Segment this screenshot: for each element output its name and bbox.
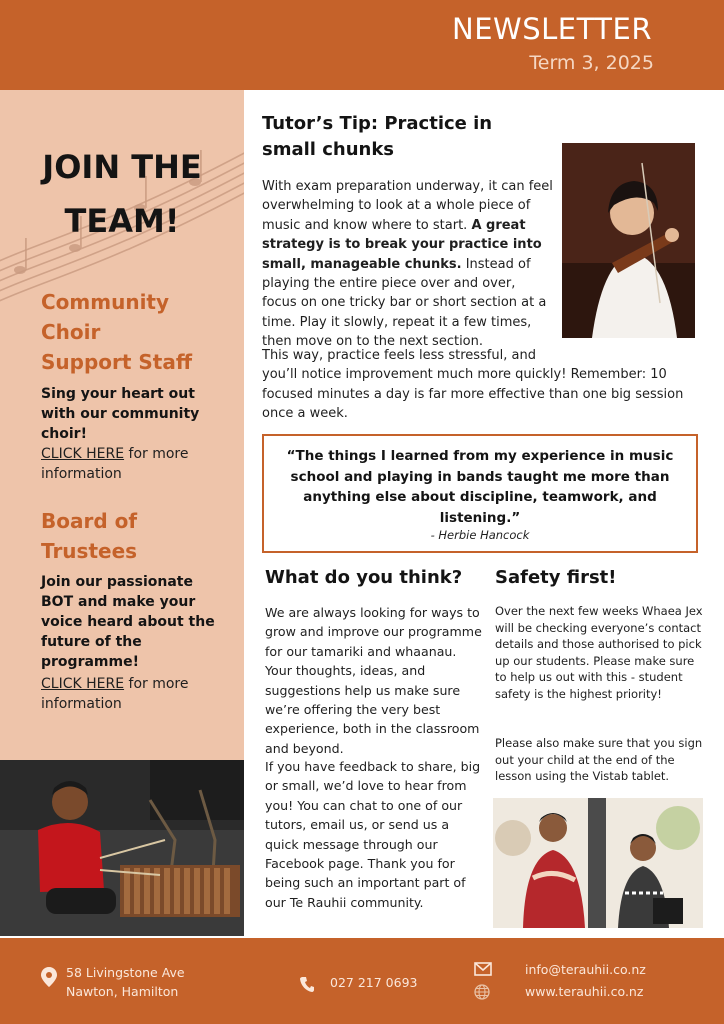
choir-link-rest: for more (124, 446, 189, 462)
xylophone-student-photo (0, 760, 244, 936)
phone-icon (300, 976, 314, 992)
board-heading-line: Board of (41, 509, 138, 533)
newsletter-title: NEWSLETTER (452, 12, 652, 46)
board-desc-line: Join our passionate (41, 574, 193, 590)
globe-icon (474, 984, 490, 1000)
choir-click-here-link[interactable]: CLICK HERE (41, 446, 125, 462)
board-link-rest: for more (124, 676, 189, 692)
violin-student-photo (562, 143, 695, 338)
quote-author: - Herbie Hancock (430, 528, 530, 542)
join-line-2: TEAM! (64, 202, 180, 240)
address-line-1: 58 Livingstone Ave (66, 965, 185, 980)
tip-text: Instead of playing the entire piece over and over, focus on one tricky bar or short section at a time. Play it slowly, repeat it a few times, then move on to the next section. (262, 256, 547, 350)
tip-bold-text: A great strategy is to break your practice into small, manageable chunks. (262, 217, 542, 272)
board-desc-line: voice heard about the (41, 614, 215, 630)
header-banner (0, 0, 724, 90)
choir-heading-line: Choir (41, 320, 101, 344)
choir-heading-line: Support Staff (41, 350, 193, 374)
choir-link-line2: information (41, 466, 122, 482)
tutor-tip-paragraph (262, 177, 554, 352)
board-heading-line: Trustees (41, 539, 138, 563)
footer-website[interactable]: www.terauhii.co.nz (525, 984, 644, 999)
tutor-tip-heading: Tutor’s Tip: Practice in small chunks (262, 113, 493, 160)
think-paragraph-1: We are always looking for ways to grow and improve our programme for our tamariki and whaanau. Your thoughts, ideas, and suggestions help us make sure we’re offering the very best experience, both in the classroom and beyond. (265, 605, 482, 756)
location-pin-icon (40, 966, 58, 988)
sidebar (0, 90, 244, 760)
choir-desc-line: choir! (41, 426, 87, 442)
tip-text: This way, practice feels less stressful, and (262, 348, 536, 363)
tip-text: you’ll notice improvement much more quickly! Remember: 10 focused minutes a day is far more effective than one big session once a week. (262, 367, 684, 422)
safety-first-heading: Safety first! (495, 567, 617, 588)
board-desc-line: programme! (41, 654, 139, 670)
quote-text: “The things I learned from my experience in music school and playing in bands taught me more than anything else about discipline, teamwork, and listening.” (286, 448, 674, 526)
board-heading (41, 506, 137, 566)
footer-phone[interactable]: 027 217 0693 (330, 975, 418, 990)
choir-heading-line: Community (41, 290, 170, 314)
safety-paragraph-2: Please also make sure that you sign out your child at the end of the lesson using the Vistab tablet. (495, 736, 703, 783)
footer-address (66, 963, 185, 1001)
safety-paragraph-1: Over the next few weeks Whaea Jex will be checking everyone’s contact details and those authorised to pick up our students. Please make sure to help us out with this - student safety is the highest priority! (495, 604, 703, 701)
board-more-info (41, 674, 231, 714)
singing-students-photo (493, 798, 703, 928)
choir-desc-line: Sing your heart out (41, 386, 195, 402)
address-line-2: Nawton, Hamilton (66, 984, 179, 999)
tip-text: With exam preparation underway, it can feel overwhelming to look at a whole piece of music and know where to start. (262, 179, 553, 233)
think-paragraph-2: If you have feedback to share, big or small, we’d love to hear from you! You can chat to one of our tutors, email us, or send us a quick message through our Facebook page. Thank you for being such an important part of our Te Rauhii community. (265, 759, 481, 910)
board-click-here-link[interactable]: CLICK HERE (41, 676, 125, 692)
choir-heading (41, 287, 192, 377)
choir-more-info (41, 444, 231, 484)
tutor-tip-paragraph-2 (262, 346, 702, 424)
choir-desc-line: with our community (41, 406, 200, 422)
board-desc-line: future of the (41, 634, 142, 650)
board-link-line2: information (41, 696, 122, 712)
choir-description (41, 384, 211, 444)
term-label: Term 3, 2025 (529, 52, 654, 74)
what-do-you-think-heading: What do you think? (265, 567, 463, 588)
board-description (41, 572, 221, 672)
quote-box (262, 434, 698, 553)
footer (0, 938, 724, 1024)
board-desc-line: BOT and make your (41, 594, 196, 610)
join-line-1: JOIN THE (42, 148, 202, 186)
mail-icon (474, 962, 492, 976)
footer-email[interactable]: info@terauhii.co.nz (525, 962, 646, 977)
join-the-team-heading (0, 140, 244, 248)
